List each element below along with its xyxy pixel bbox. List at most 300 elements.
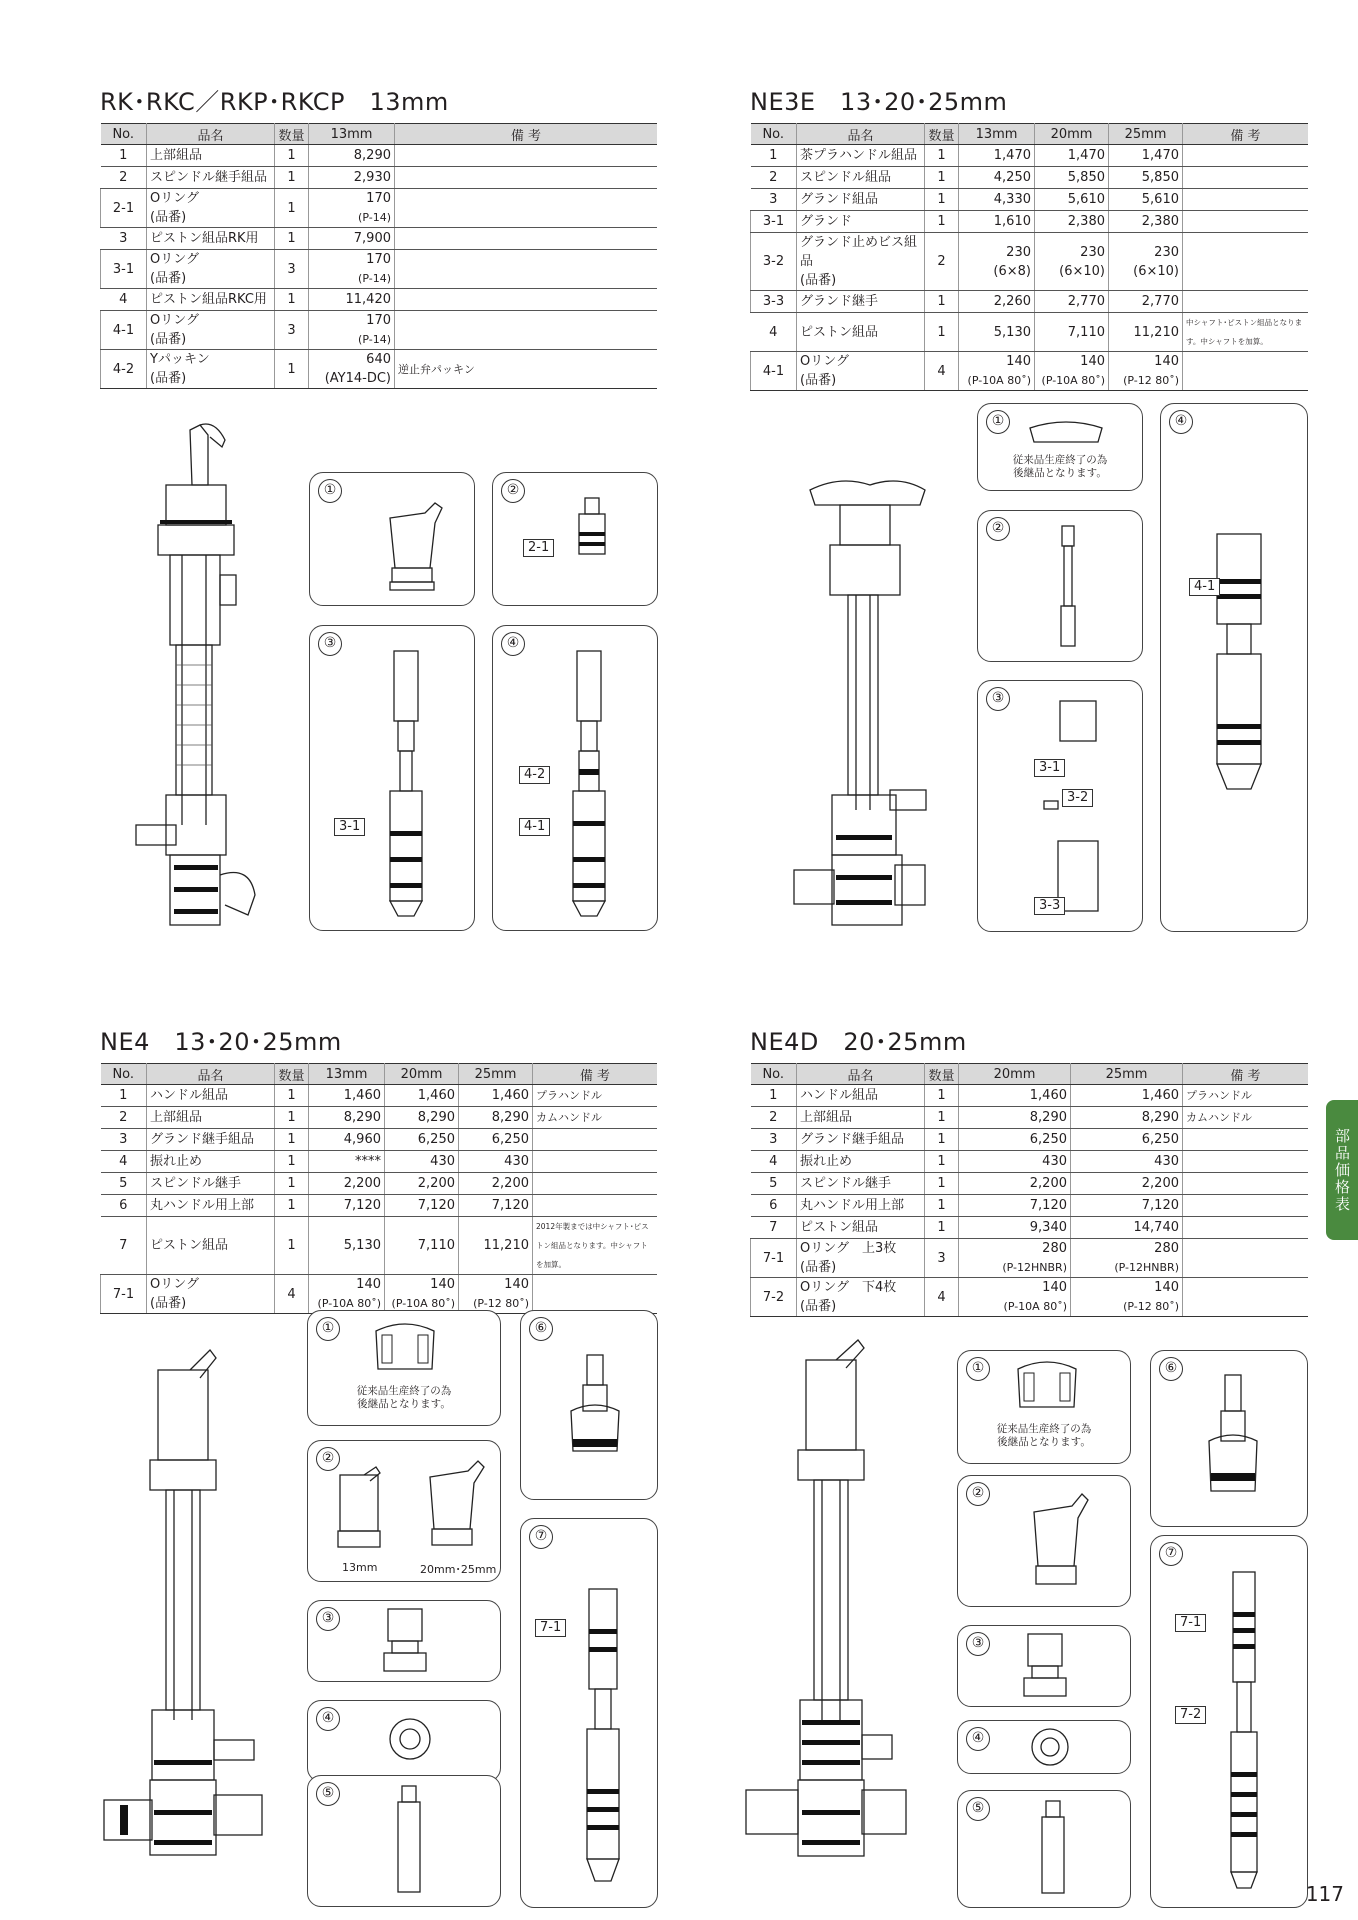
cell-line: 7,900 (353, 231, 391, 246)
ne4-valve-cutaway-drawing (100, 1340, 280, 1860)
item-price (1071, 1151, 1183, 1173)
table-header-row (101, 124, 658, 145)
item-price (959, 313, 1035, 352)
item-price (1071, 1085, 1183, 1107)
item-price (385, 1195, 459, 1217)
cell-line: (P-14) (358, 272, 391, 285)
item-price (459, 1107, 533, 1129)
cell-line: (P-12HNBR) (1114, 1261, 1179, 1274)
cell-line: 2,200 (1029, 1176, 1067, 1191)
part-number-circle: ④ (316, 1707, 340, 1731)
part-number-circle: ① (986, 410, 1010, 434)
cell-line: (P-10A 80˚) (391, 1297, 455, 1310)
item-name (147, 228, 275, 250)
item-quantity: 1 (925, 1085, 959, 1107)
cell-line: 430 (430, 1154, 455, 1169)
handle-assembly-icon (1012, 1359, 1082, 1415)
item-name (797, 1151, 925, 1173)
ne4-parts-table (100, 1063, 657, 1314)
item-price (309, 250, 395, 289)
item-remarks (395, 167, 658, 189)
ne3e-part-box-2 (977, 510, 1143, 662)
item-price (1035, 189, 1109, 211)
item-price (1071, 1107, 1183, 1129)
part-number-circle: ⑥ (529, 1317, 553, 1341)
cell-line: 11,210 (1133, 324, 1179, 340)
table-row (751, 1278, 1309, 1317)
part-number-circle: ③ (986, 687, 1010, 711)
upper-assembly-13-icon (334, 1467, 384, 1555)
item-remarks (395, 311, 658, 350)
item-number: 2 (751, 167, 797, 189)
item-price (459, 1217, 533, 1275)
cell-line: 230 (1154, 244, 1179, 260)
cell-line: (P-14) (358, 211, 391, 224)
cell-line: ピストン組品RKC用 (150, 292, 267, 307)
item-price (959, 1129, 1071, 1151)
item-name (797, 1129, 925, 1151)
item-name (147, 1151, 275, 1173)
item-remarks (533, 1275, 658, 1314)
cell-line: 上部組品 (150, 148, 203, 163)
item-price (385, 1085, 459, 1107)
table-row (751, 233, 1309, 291)
item-price (1035, 313, 1109, 352)
ne4d-part-box-4 (957, 1720, 1131, 1774)
handle-assembly-icon (370, 1321, 440, 1377)
page-number: 117 (1305, 1882, 1344, 1906)
item-name (147, 1129, 275, 1151)
cell-line: 140 (1042, 1280, 1067, 1295)
part-callout: 4-1 (1189, 578, 1220, 596)
table-row (751, 211, 1309, 233)
cell-line: ハンドル組品 (800, 1088, 879, 1103)
cell-line: 振れ止め (150, 1154, 203, 1169)
item-name (797, 233, 925, 291)
cell-line: スピンドル組品 (800, 170, 892, 185)
part-number-circle: ④ (1169, 410, 1193, 434)
item-remarks: 2012年製までは中シャフト･ピストン組品となります。中シャフトを加算。 (533, 1217, 658, 1275)
item-name (797, 1107, 925, 1129)
cell-line: 8,290 (343, 1110, 381, 1125)
cell-line: 140 (356, 1277, 381, 1292)
item-price (309, 228, 395, 250)
item-quantity: 1 (275, 167, 309, 189)
table-row (101, 250, 658, 289)
cell-line: Oリング (150, 313, 199, 328)
cell-line: ピストン組品 (800, 1220, 879, 1235)
brown-handle-icon (1026, 416, 1106, 446)
item-remarks: 逆止弁パッキン (395, 350, 658, 389)
item-price (959, 1278, 1071, 1317)
cell-line: 7,120 (491, 1198, 529, 1213)
part-number-circle: ① (316, 1317, 340, 1341)
successor-note: 従来品生産終了の為 後継品となります。 (1012, 454, 1108, 479)
item-number: 3 (101, 1129, 147, 1151)
item-quantity: 1 (275, 189, 309, 228)
rk-parts-table (100, 123, 657, 389)
caption-13mm: 13mm (342, 1561, 378, 1574)
item-quantity: 1 (925, 1151, 959, 1173)
cell-line: 280 (1154, 1241, 1179, 1256)
column-header: 備 考 (395, 124, 658, 145)
item-quantity: 2 (925, 233, 959, 291)
table-row (101, 1107, 658, 1129)
cell-line: 170 (366, 191, 391, 206)
item-number: 7-1 (751, 1239, 797, 1278)
part-callout: 3-2 (1062, 789, 1093, 807)
cell-line: 9,340 (1029, 1220, 1067, 1235)
column-header: 品名 (797, 1064, 925, 1085)
item-name (797, 1085, 925, 1107)
table-header-row (101, 1064, 658, 1085)
gland-joint-icon (1022, 1634, 1068, 1700)
item-price (959, 1195, 1071, 1217)
ne4-title: NE4 13･20･25mm (100, 1028, 342, 1056)
item-quantity: 1 (275, 1085, 309, 1107)
column-header: 数量 (275, 1064, 309, 1085)
item-quantity: 4 (925, 1278, 959, 1317)
column-header: 20mm (385, 1064, 459, 1085)
cell-line: 7,120 (343, 1198, 381, 1213)
gland-joint-icon (382, 1609, 428, 1675)
item-remarks (533, 1129, 658, 1151)
item-number: 1 (751, 145, 797, 167)
item-number: 3-3 (751, 291, 797, 313)
item-quantity: 1 (925, 1173, 959, 1195)
cell-line: 振れ止め (800, 1154, 853, 1169)
cell-line: 2,380 (1067, 214, 1105, 229)
item-price (1071, 1278, 1183, 1317)
item-name (147, 250, 275, 289)
cell-line: 430 (1154, 1154, 1179, 1169)
cell-line: 4,960 (343, 1132, 381, 1147)
table-row (101, 289, 658, 311)
item-quantity: 1 (275, 1173, 309, 1195)
cell-line: 丸ハンドル用上部 (150, 1198, 255, 1213)
item-price (309, 1217, 385, 1275)
ne4d-title: NE4D 20･25mm (750, 1028, 967, 1056)
column-header: 25mm (459, 1064, 533, 1085)
item-name (797, 352, 925, 391)
item-price (385, 1151, 459, 1173)
cell-line: 1,470 (993, 148, 1031, 163)
column-header: 数量 (275, 124, 309, 145)
item-number: 5 (101, 1173, 147, 1195)
item-remarks (1183, 167, 1309, 189)
part-number-circle: ⑦ (529, 1525, 553, 1549)
piston-assembly-icon (1227, 1572, 1261, 1892)
item-number: 1 (751, 1085, 797, 1107)
item-quantity: 4 (275, 1275, 309, 1314)
anti-vibration-ring-icon (1030, 1727, 1070, 1767)
column-header: No. (751, 124, 797, 145)
column-header: No. (101, 1064, 147, 1085)
item-price (385, 1217, 459, 1275)
item-price (1035, 145, 1109, 167)
cell-line: 6,250 (417, 1132, 455, 1147)
item-name (147, 1107, 275, 1129)
item-remarks (395, 228, 658, 250)
table-row (101, 1217, 658, 1275)
item-remarks (1183, 1278, 1309, 1317)
column-header: 25mm (1109, 124, 1183, 145)
cell-line: 140 (1080, 354, 1105, 369)
item-price (959, 211, 1035, 233)
item-number: 7-1 (101, 1275, 147, 1314)
table-row (751, 352, 1309, 391)
item-remarks (533, 1151, 658, 1173)
column-header: No. (751, 1064, 797, 1085)
cell-line: 6,250 (1029, 1132, 1067, 1147)
cell-line: Yパッキン (150, 352, 210, 367)
table-row (101, 311, 658, 350)
cell-line: 2,260 (993, 294, 1031, 309)
item-price (959, 291, 1035, 313)
item-number: 3 (751, 189, 797, 211)
item-price (309, 1195, 385, 1217)
item-remarks (1183, 1239, 1309, 1278)
part-callout: 7-1 (1175, 1614, 1206, 1632)
round-handle-upper-icon (1205, 1375, 1261, 1505)
cell-line: (P-12HNBR) (1002, 1261, 1067, 1274)
cell-line: 7,120 (1141, 1198, 1179, 1213)
item-number: 4 (751, 1151, 797, 1173)
item-price (959, 233, 1035, 291)
table-row (101, 1173, 658, 1195)
column-header: 13mm (309, 124, 395, 145)
item-quantity: 1 (925, 1107, 959, 1129)
table-row (751, 1195, 1309, 1217)
column-header: 数量 (925, 124, 959, 145)
cell-line: Oリング (150, 1277, 199, 1292)
item-number: 4 (751, 313, 797, 352)
cell-line: 5,610 (1067, 192, 1105, 207)
item-remarks (1183, 145, 1309, 167)
item-quantity: 1 (925, 313, 959, 352)
item-remarks (533, 1195, 658, 1217)
rk-valve-cutaway-drawing (130, 425, 290, 945)
cell-line: 7,120 (1029, 1198, 1067, 1213)
rk-title: RK･RKC／RKP･RKCP 13mm (100, 88, 449, 116)
cell-line: (P-14) (358, 333, 391, 346)
item-price (1109, 145, 1183, 167)
column-header: 数量 (925, 1064, 959, 1085)
item-price (385, 1129, 459, 1151)
item-remarks: カムハンドル (533, 1107, 658, 1129)
item-price (1035, 352, 1109, 391)
item-name (797, 291, 925, 313)
cell-line: (品番) (150, 271, 187, 286)
item-quantity: 1 (925, 291, 959, 313)
cell-line: 7,120 (417, 1198, 455, 1213)
item-price (1071, 1195, 1183, 1217)
cell-line: グランド継手 (800, 294, 879, 309)
cell-line: 2,770 (1067, 294, 1105, 309)
cell-line: ピストン組品 (150, 1238, 229, 1253)
part-number-circle: ③ (318, 632, 342, 656)
item-quantity: 3 (925, 1239, 959, 1278)
rk-part-box-1 (309, 472, 475, 606)
item-remarks (1183, 1151, 1309, 1173)
item-number: 4 (101, 289, 147, 311)
cell-line: 2,930 (353, 170, 391, 185)
item-remarks (1183, 291, 1309, 313)
item-quantity: 1 (275, 1217, 309, 1275)
cell-line: (AY14-DC) (324, 371, 391, 386)
part-number-circle: ② (316, 1447, 340, 1471)
item-price (1109, 211, 1183, 233)
upper-assembly-icon (380, 493, 450, 593)
cell-line: グランド止めビス組品 (800, 235, 918, 269)
part-number-circle: ④ (966, 1727, 990, 1751)
item-price (309, 311, 395, 350)
table-row (101, 228, 658, 250)
item-number: 3 (751, 1129, 797, 1151)
column-header: 13mm (959, 124, 1035, 145)
item-quantity: 1 (275, 289, 309, 311)
item-price (959, 145, 1035, 167)
item-price (459, 1085, 533, 1107)
item-number: 1 (101, 1085, 147, 1107)
item-remarks: プラハンドル (1183, 1085, 1309, 1107)
table-row (751, 313, 1309, 352)
item-price (959, 167, 1035, 189)
item-price (1035, 233, 1109, 291)
cell-line: (品番) (800, 273, 837, 288)
ne4d-part-box-5 (957, 1790, 1131, 1908)
successor-note: 従来品生産終了の為 後継品となります。 (996, 1423, 1092, 1448)
cell-line: 4,330 (993, 192, 1031, 207)
item-name (147, 1085, 275, 1107)
part-number-circle: ⑤ (316, 1782, 340, 1806)
cell-line: (P-12 80˚) (473, 1297, 529, 1310)
item-name (797, 1217, 925, 1239)
piston-assembly-icon (583, 1589, 623, 1889)
cell-line: (P-10A 80˚) (967, 374, 1031, 387)
cell-line: ハンドル組品 (150, 1088, 229, 1103)
cell-line: 430 (1042, 1154, 1067, 1169)
item-number: 4 (101, 1151, 147, 1173)
piston-rkc-icon (567, 651, 611, 921)
part-number-circle: ② (966, 1482, 990, 1506)
caption-20-25mm: 20mm･25mm (420, 1563, 497, 1576)
item-quantity: 1 (275, 145, 309, 167)
cell-line: 1,460 (491, 1088, 529, 1103)
item-price (959, 1239, 1071, 1278)
item-name (147, 189, 275, 228)
item-name (797, 211, 925, 233)
cell-line: 1,460 (343, 1088, 381, 1103)
column-header: 備 考 (1183, 1064, 1309, 1085)
column-header: 13mm (309, 1064, 385, 1085)
part-number-circle: ① (966, 1357, 990, 1381)
item-name (797, 1173, 925, 1195)
item-name (147, 1275, 275, 1314)
item-price (459, 1151, 533, 1173)
part-number-circle: ⑤ (966, 1797, 990, 1821)
item-price (385, 1107, 459, 1129)
cell-line: 8,290 (491, 1110, 529, 1125)
item-number: 2-1 (101, 189, 147, 228)
item-price (385, 1275, 459, 1314)
item-remarks (395, 250, 658, 289)
table-row (101, 167, 658, 189)
cell-line: (6×8) (993, 263, 1031, 279)
cell-line: 2,770 (1141, 294, 1179, 309)
item-name (147, 145, 275, 167)
cell-line: (P-10A 80˚) (1003, 1300, 1067, 1313)
cell-line: 2,200 (1141, 1176, 1179, 1191)
side-tab-parts-price-list: 部品価格表 (1326, 1100, 1358, 1240)
cell-line: グランド (800, 214, 853, 229)
cell-line: Oリング (150, 252, 199, 267)
item-name (147, 350, 275, 389)
spindle-assembly-icon (1058, 526, 1078, 651)
ne4d-part-box-6 (1150, 1350, 1308, 1527)
item-name (147, 1195, 275, 1217)
item-price (459, 1275, 533, 1314)
item-number: 7-2 (751, 1278, 797, 1317)
item-remarks (1183, 189, 1309, 211)
item-remarks: 中シャフト･ピストン組品となります。中シャフトを加算。 (1183, 313, 1309, 352)
part-number-circle: ③ (316, 1607, 340, 1631)
cell-line: (P-10A 80˚) (1041, 374, 1105, 387)
item-price (959, 1217, 1071, 1239)
item-price (309, 189, 395, 228)
table-row (751, 1151, 1309, 1173)
cell-line: 8,290 (417, 1110, 455, 1125)
table-row (101, 1195, 658, 1217)
item-name (797, 189, 925, 211)
cell-line: 7,110 (1067, 324, 1105, 340)
cell-line: 5,610 (1141, 192, 1179, 207)
column-header: 品名 (147, 1064, 275, 1085)
cell-line: (品番) (800, 373, 837, 388)
cell-line: 11,210 (483, 1238, 529, 1253)
cell-line: 茶プラハンドル組品 (800, 148, 918, 163)
cell-line: 5,130 (993, 324, 1031, 340)
item-number: 7 (101, 1217, 147, 1275)
table-row (101, 189, 658, 228)
item-number: 4-2 (101, 350, 147, 389)
cell-line: 上部組品 (800, 1110, 853, 1125)
ne4-part-box-1 (307, 1310, 501, 1426)
cell-line: 4,250 (993, 170, 1031, 185)
cell-line: (P-12 80˚) (1123, 1300, 1179, 1313)
ne3e-part-box-1 (977, 403, 1143, 491)
item-quantity: 1 (925, 145, 959, 167)
item-number: 4-1 (751, 352, 797, 391)
item-number: 2 (751, 1107, 797, 1129)
item-quantity: 1 (925, 167, 959, 189)
cell-line: 8,290 (1029, 1110, 1067, 1125)
rk-part-box-4 (492, 625, 658, 931)
ne4-part-box-3 (307, 1600, 501, 1682)
item-price (1109, 167, 1183, 189)
item-quantity: 1 (275, 228, 309, 250)
table-row (751, 167, 1309, 189)
item-remarks (1183, 1173, 1309, 1195)
item-quantity: 1 (925, 1129, 959, 1151)
cell-line: 2,380 (1141, 214, 1179, 229)
cell-line: (P-10A 80˚) (317, 1297, 381, 1310)
part-callout: 3-1 (334, 818, 365, 836)
item-price (309, 1129, 385, 1151)
cell-line: 8,290 (353, 148, 391, 163)
ne4d-part-box-7 (1150, 1535, 1308, 1908)
ne4-part-box-7 (520, 1518, 658, 1908)
